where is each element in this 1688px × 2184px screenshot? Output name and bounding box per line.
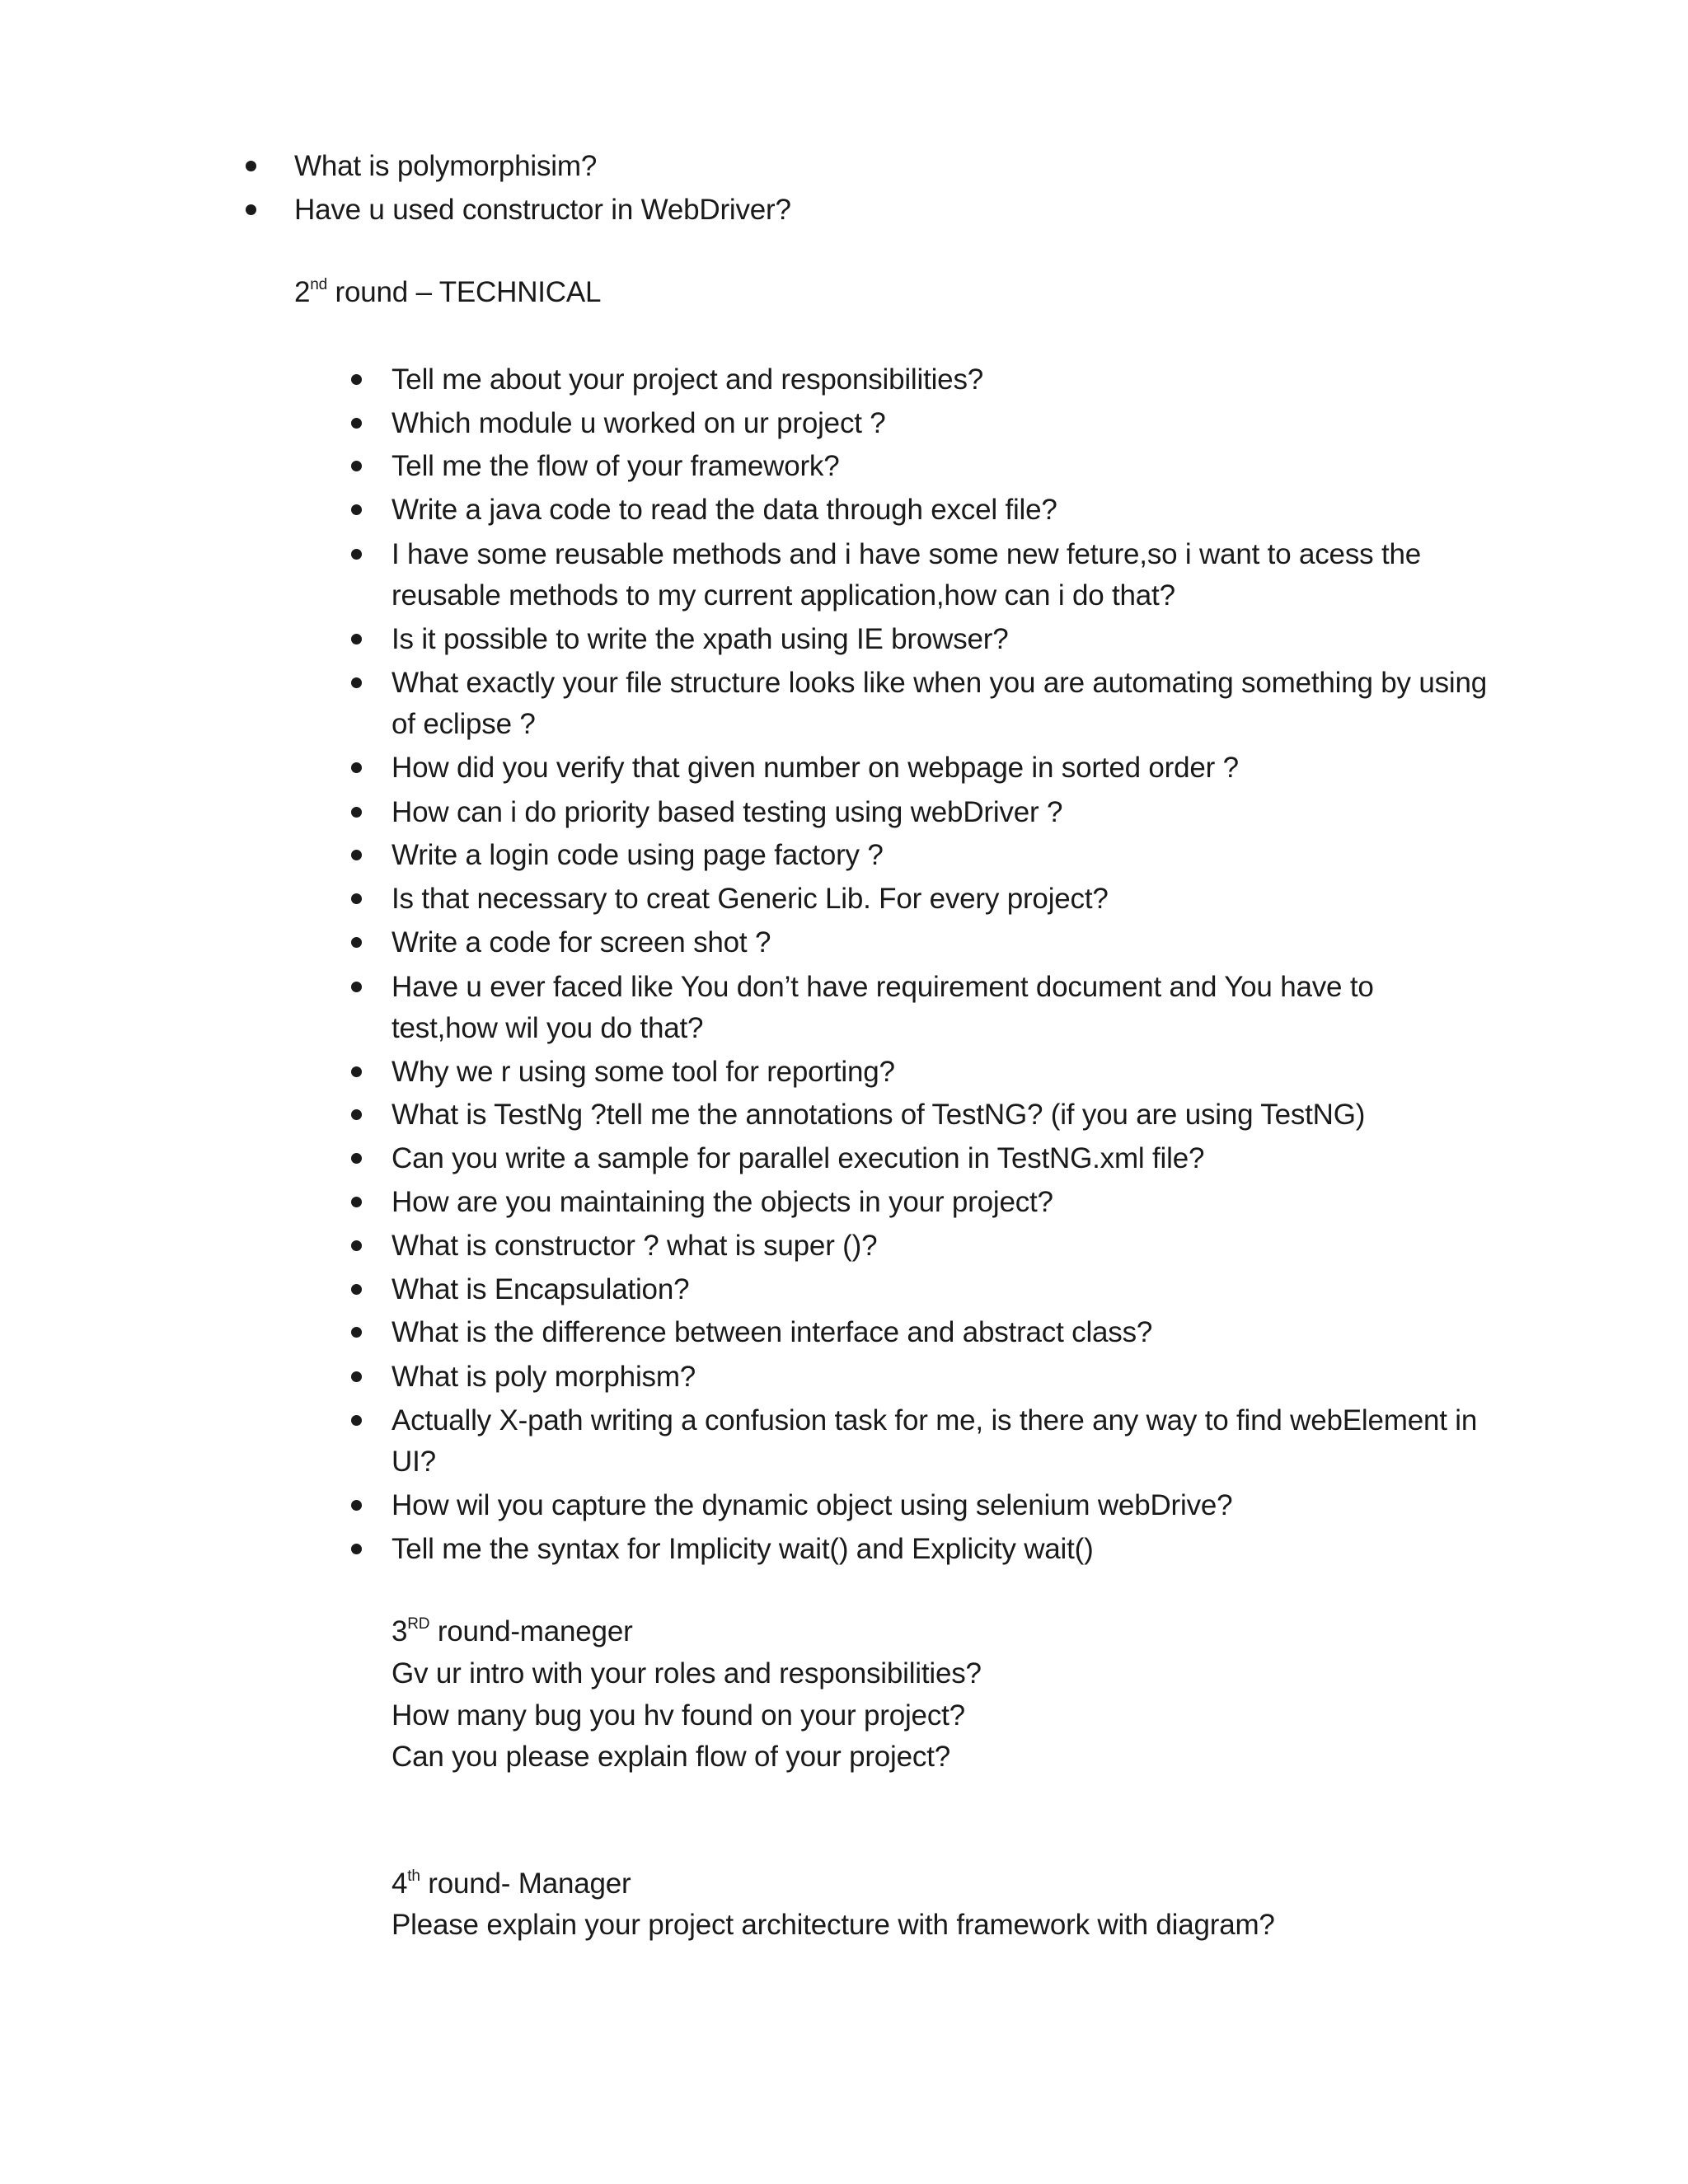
question-item: What exactly your file structure looks like when you are automating something by using (392, 667, 1488, 699)
bullet-marker (351, 634, 362, 644)
bullet-marker (351, 549, 362, 560)
question-item-continuation: of eclipse ? (392, 708, 536, 740)
bullet-marker (351, 374, 362, 385)
question-item-continuation: reusable methods to my current application,how can i do that? (392, 579, 1175, 612)
bullet-marker (351, 1500, 362, 1511)
round-number: 2 (294, 276, 311, 308)
question-item: Tell me the flow of your framework? (392, 450, 840, 482)
round-4-heading (392, 1863, 631, 1905)
bullet-marker (351, 461, 362, 471)
question-item: Write a java code to read the data through excel file? (392, 494, 1057, 526)
round-4-question: Please explain your project architecture with framework with diagram? (392, 1909, 1275, 1941)
bullet-marker (351, 1240, 362, 1251)
question-item: I have some reusable methods and i have some new feture,so i want to acess the (392, 538, 1421, 570)
question-item: What is poly morphism? (392, 1361, 696, 1393)
question-item: Why we r using some tool for reporting? (392, 1056, 895, 1088)
bullet-marker (351, 1544, 362, 1554)
bullet-marker (246, 204, 256, 215)
question-item: Tell me the syntax for Implicity wait() and Explicity wait() (392, 1533, 1094, 1565)
question-item: Is that necessary to creat Generic Lib. For every project? (392, 883, 1109, 915)
question-item: Write a code for screen shot ? (392, 926, 771, 958)
question-item: Tell me about your project and responsibilities? (392, 363, 984, 396)
bullet-marker (351, 1327, 362, 1338)
bullet-marker (351, 762, 362, 773)
round-ordinal-suffix: th (407, 1868, 420, 1885)
question-item: How did you verify that given number on webpage in sorted order ? (392, 752, 1239, 784)
round-3-question: Gv ur intro with your roles and responsibilities? (392, 1657, 982, 1690)
bullet-marker (351, 1371, 362, 1382)
question-item: What is the difference between interface and abstract class? (392, 1316, 1153, 1348)
question-item: Can you write a sample for parallel execution in TestNG.xml file? (392, 1142, 1205, 1174)
question-item: Actually X-path writing a confusion task for me, is there any way to find webElement in (392, 1404, 1478, 1436)
question-item-continuation: test,how wil you do that? (392, 1012, 704, 1044)
bullet-marker (351, 1284, 362, 1295)
question-item: How wil you capture the dynamic object using selenium webDrive? (392, 1489, 1233, 1521)
question-item: How are you maintaining the objects in your project? (392, 1186, 1053, 1218)
round-number: 4 (392, 1868, 408, 1900)
bullet-marker (351, 850, 362, 860)
bullet-marker (351, 982, 362, 992)
question-item: How can i do priority based testing using webDriver ? (392, 796, 1063, 828)
bullet-marker (351, 677, 362, 688)
round-title: round-maneger (429, 1615, 633, 1647)
question-item: What is constructor ? what is super ()? (392, 1230, 878, 1262)
round-title: round- Manager (420, 1868, 631, 1900)
bullet-marker (351, 1066, 362, 1077)
bullet-marker (246, 161, 256, 171)
question-item: Have u ever faced like You don’t have requirement document and You have to (392, 971, 1374, 1003)
bullet-marker (351, 893, 362, 904)
bullet-marker (351, 1109, 362, 1120)
question-item: Have u used constructor in WebDriver? (294, 194, 791, 226)
question-item: Write a login code using page factory ? (392, 839, 884, 871)
round-3-question: How many bug you hv found on your project? (392, 1699, 965, 1732)
question-item: What is polymorphisim? (294, 150, 598, 182)
question-item: Is it possible to write the xpath using IE browser? (392, 623, 1009, 655)
bullet-marker (351, 1153, 362, 1164)
bullet-marker (351, 937, 362, 948)
question-item: Which module u worked on ur project ? (392, 407, 886, 439)
round-2-heading (294, 271, 601, 314)
round-3-heading (392, 1610, 633, 1653)
bullet-marker (351, 418, 362, 429)
round-title: round – TECHNICAL (327, 276, 602, 308)
bullet-marker (351, 807, 362, 818)
round-ordinal-suffix: RD (407, 1615, 430, 1633)
bullet-marker (351, 504, 362, 515)
round-3-question: Can you please explain flow of your project? (392, 1741, 950, 1773)
round-ordinal-suffix: nd (310, 276, 327, 293)
question-item: What is TestNg ?tell me the annotations of TestNG? (if you are using TestNG) (392, 1099, 1366, 1131)
question-item: What is Encapsulation? (392, 1273, 690, 1305)
question-item-continuation: UI? (392, 1446, 436, 1478)
bullet-marker (351, 1197, 362, 1207)
bullet-marker (351, 1415, 362, 1426)
round-number: 3 (392, 1615, 408, 1647)
